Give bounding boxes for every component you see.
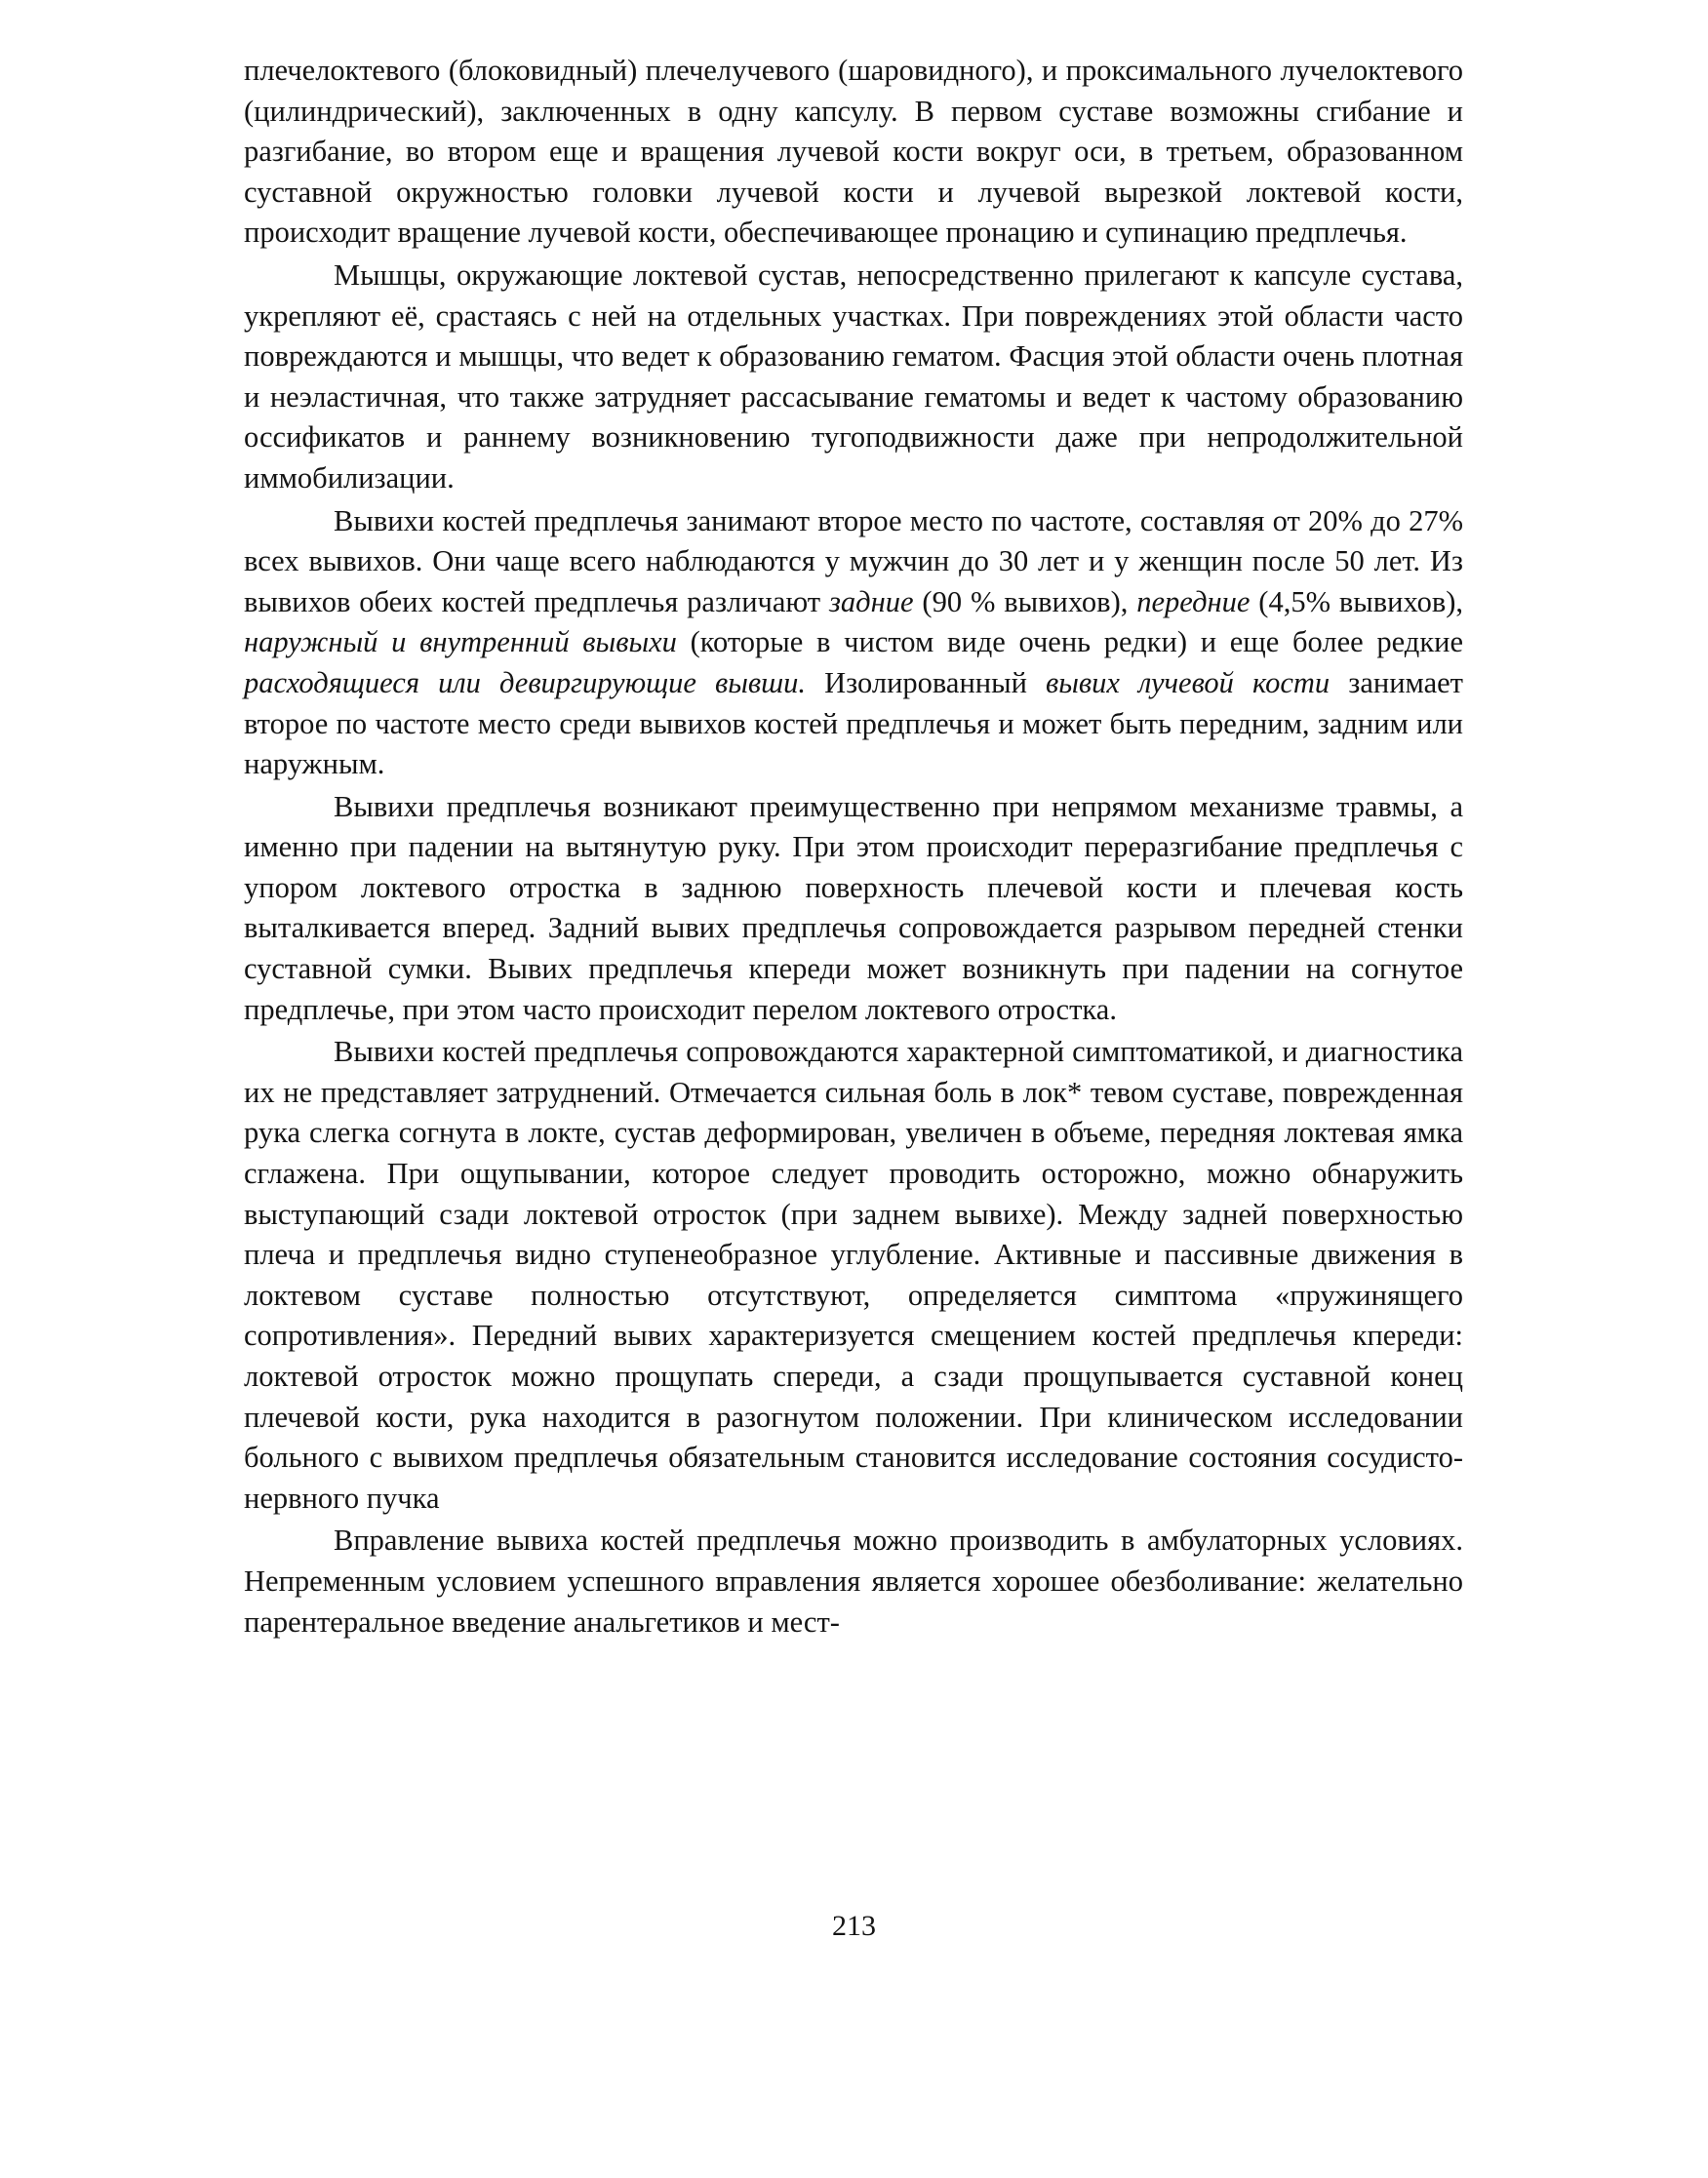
page-number: 213 xyxy=(832,1910,876,1942)
italic-text: передние xyxy=(1136,584,1251,618)
paragraph-text: Вывихи предплечья возникают преимущественно при непрямом механизме травмы, а именно при падении на вытянутую руку. При этом происходит переразгибание предплечья с упором локтевого отростка в заднюю поверхность плечевой кости и плечевая кость выталкивается вперед. Задний вывих предплечья сопровождается разрывом передней стенки суставной сумки. Вывих предплечья кпереди может возникнуть при падении на согнутое предплечье, при этом часто происходит перелом локтевого отростка. xyxy=(244,789,1463,1026)
paragraph-text: Изолированный xyxy=(806,665,1047,699)
paragraph-text: Вправление вывиха костей предплечья можно производить в амбулаторных условиях. Непременным условием успешного вправления является хорошее обезболивание: желательно парентеральное введение анальгетиков и мест- xyxy=(244,1524,1463,1639)
paragraph xyxy=(244,787,1463,1031)
paragraph xyxy=(244,501,1463,785)
paragraph xyxy=(244,1521,1463,1643)
italic-text: вывих лучевой кости xyxy=(1046,665,1331,699)
paragraph-text: Вывихи костей предплечья сопровождаются характерной симптоматикой, и диагностика их не представляет затруднений. Отмечается сильная боль в лок* тевом суставе, поврежденная рука слегка согнута в локте, сустав деформирован, увеличен в объеме, передняя локтевая ямка сглажена. При ощупывании, которое следует проводить осторожно, можно обнаружить выступающий сзади локтевой отросток (при заднем вывихе). Между задней поверхностью плеча и предплечья видно ступенеобразное углубление. Активные и пассивные движения в локтевом суставе полностью отсутствуют, определяется симптома «пружинящего сопротивления». Передний вывих характеризуется смещением костей предплечья кпереди: локтевой отросток можно прощупать спереди, а сзади прощупывается суставной конец плечевой кости, рука находится в разогнутом положении. При клиническом исследовании больного с вывихом предплечья обязательным становится исследование состояния сосудисто-нервного пучка xyxy=(244,1035,1463,1515)
paragraph xyxy=(244,1032,1463,1519)
document-body xyxy=(244,51,1463,1644)
paragraph-text: занимает второе по частоте место среди вывихов костей предплечья и может быть передним, задним или наружным. xyxy=(244,665,1464,781)
paragraph-text: (90 % вывихов), xyxy=(913,584,1137,618)
paragraph-text: Вывихи костей предплечья занимают второе место по частоте, составляя от 20% до 27% всех вывихов. Они чаще всего наблюдаются у мужчин до 30 лет и у женщин после 50 лет. Из вывихов обеих костей предплечья различают xyxy=(244,503,1463,618)
paragraph-text: (которые в чистом виде очень редки) и еще более редкие xyxy=(676,625,1463,659)
paragraph-text: Мышцы, окружающие локтевой сустав, непосредственно прилегают к капсуле сустава, укрепляют её, срастаясь с ней на отдельных участках. При повреждениях этой области часто повреждаются и мышцы, что ведет к образованию гематом. Фасция этой области очень плотная и неэластичная, что также затрудняет рассасывание гематомы и ведет к частому образованию оссификатов и раннему возникновению тугоподвижности даже при непродолжительной иммобилизации. xyxy=(244,257,1463,495)
paragraph-text: плечелоктевого (блоковидный) плечелучевого (шаровидного), и проксимального лучелоктевого (цилиндрический), заключенных в одну капсулу. В первом суставе возможны сгибание и разгибание, во втором еще и вращения лучевой кости вокруг оси, в третьем, образованном суставной окружностью головки лучевой кости и лучевой вырезкой локтевой кости, происходит вращение лучевой кости, обеспечивающее пронацию и супинацию предплечья. xyxy=(244,54,1463,250)
italic-text: задние xyxy=(829,584,914,618)
paragraph xyxy=(244,51,1463,254)
paragraph xyxy=(244,256,1463,499)
italic-text: наружный и внутренний вывыхи xyxy=(244,625,677,659)
paragraph-text: (4,5% вывихов), xyxy=(1250,584,1464,618)
italic-text: расходящиеся или девиргирующие вывши. xyxy=(244,665,807,699)
